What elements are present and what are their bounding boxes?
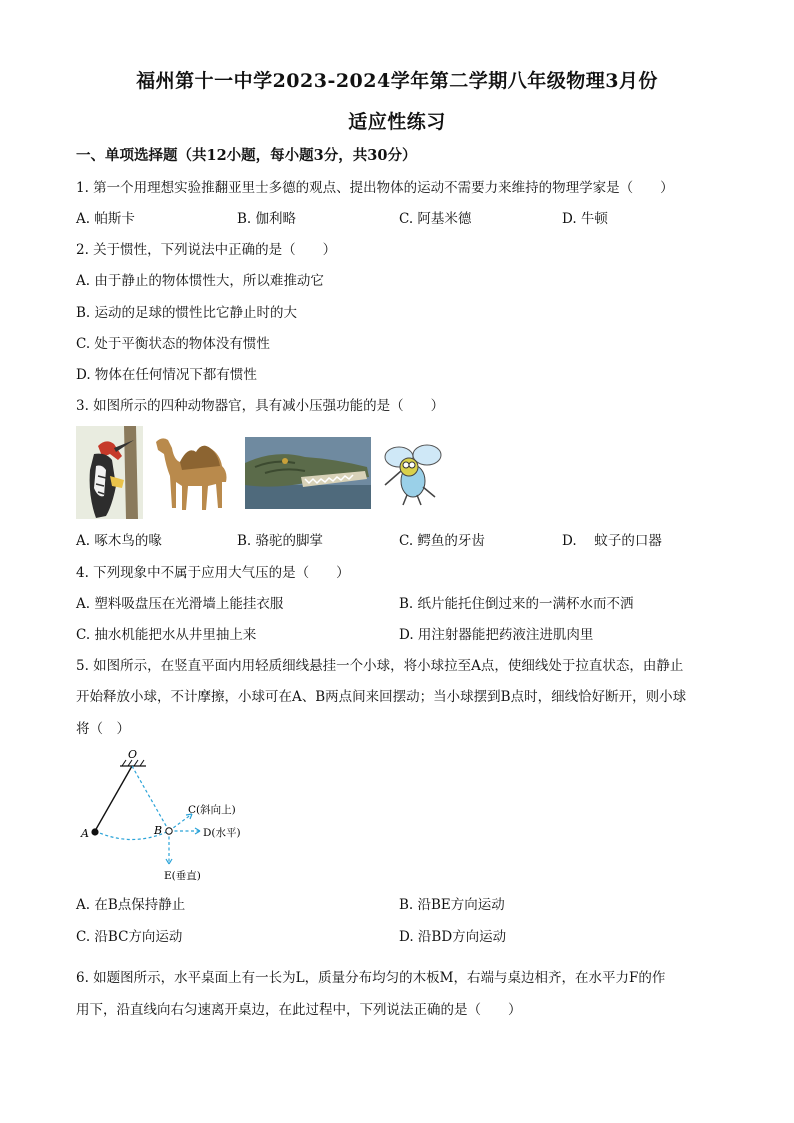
pendulum-diagram [76, 748, 266, 886]
label-o: O [128, 748, 138, 761]
question-1-option-d: D. 牛顿 [562, 211, 608, 227]
label-d: D(水平) [203, 827, 241, 839]
page-subtitle: 适应性练习 [348, 111, 446, 133]
question-2-stem: 2. 关于惯性，下列说法中正确的是（ ） [76, 242, 337, 258]
question-2-option-c: C. 处于平衡状态的物体没有惯性 [76, 336, 270, 352]
question-5-option-c: C. 沿BC方向运动 [76, 929, 183, 945]
question-5-option-b: B. 沿BE方向运动 [399, 897, 505, 913]
question-2-option-a: A. 由于静止的物体惯性大，所以难推动它 [76, 273, 324, 289]
question-5-stem-line-2: 开始释放小球，不计摩擦，小球可在A、B两点间来回摆动；当小球摆到B点时，细线恰好断开，则小球 [76, 689, 687, 705]
question-4-option-b: B. 纸片能托住倒过来的一满杯水而不洒 [399, 596, 634, 612]
question-4-stem: 4. 下列现象中不属于应用大气压的是（ ） [76, 565, 350, 581]
question-6-stem-line-1: 6. 如题图所示，水平桌面上有一长为L，质量分布均匀的木板M，右端与桌边相齐，在水平力F的作 [76, 970, 666, 986]
question-4-option-c: C. 抽水机能把水从井里抽上来 [76, 627, 257, 643]
question-3-stem: 3. 如图所示的四种动物器官，具有减小压强功能的是（ ） [76, 398, 445, 414]
mosquito-image [377, 437, 450, 509]
question-6-stem-line-2: 用下，沿直线向右匀速离开桌边，在此过程中，下列说法正确的是（ ） [76, 1002, 522, 1018]
question-1-option-a: A. 帕斯卡 [76, 211, 135, 227]
question-1-option-c: C. 阿基米德 [399, 211, 472, 227]
question-3-option-c: C. 鳄鱼的牙齿 [399, 533, 485, 549]
question-5-option-a: A. 在B点保持静止 [76, 897, 186, 913]
label-c: C(斜向上) [188, 804, 236, 816]
question-2-option-d: D. 物体在任何情况下都有惯性 [76, 367, 257, 383]
question-4-option-d: D. 用注射器能把药液注进肌肉里 [399, 627, 594, 643]
question-3-option-b: B. 骆驼的脚掌 [237, 533, 324, 549]
question-5-stem-line-1: 5. 如图所示，在竖直平面内用轻质细线悬挂一个小球，将小球拉至A点，使细线处于拉直状态，由静止 [76, 658, 684, 674]
question-3-option-d: D. 蚊子的口器 [562, 533, 662, 549]
question-5-stem-line-3: 将（ ） [76, 721, 130, 737]
question-3-option-a: A. 啄木鸟的喙 [76, 533, 162, 549]
question-5-option-d: D. 沿BD方向运动 [399, 929, 507, 945]
label-e: E(垂直) [164, 870, 201, 882]
section-heading: 一、单项选择题（共12小题，每小题3分，共30分） [76, 147, 417, 164]
label-a: A [81, 827, 89, 840]
question-1-stem: 1. 第一个用理想实验推翻亚里士多德的观点、提出物体的运动不需要力来维持的物理学家是（ ） [76, 180, 674, 196]
crocodile-image [245, 437, 371, 509]
question-4-option-a: A. 塑料吸盘压在光滑墙上能挂衣服 [76, 596, 284, 612]
woodpecker-image [76, 426, 143, 519]
question-2-option-b: B. 运动的足球的惯性比它静止时的大 [76, 305, 298, 321]
question-1-option-b: B. 伽利略 [237, 211, 297, 227]
label-b: B [154, 824, 163, 837]
page-title: 福州第十一中学2023-2024学年第二学期八年级物理3月份 [136, 70, 658, 92]
camel-image [148, 426, 238, 519]
